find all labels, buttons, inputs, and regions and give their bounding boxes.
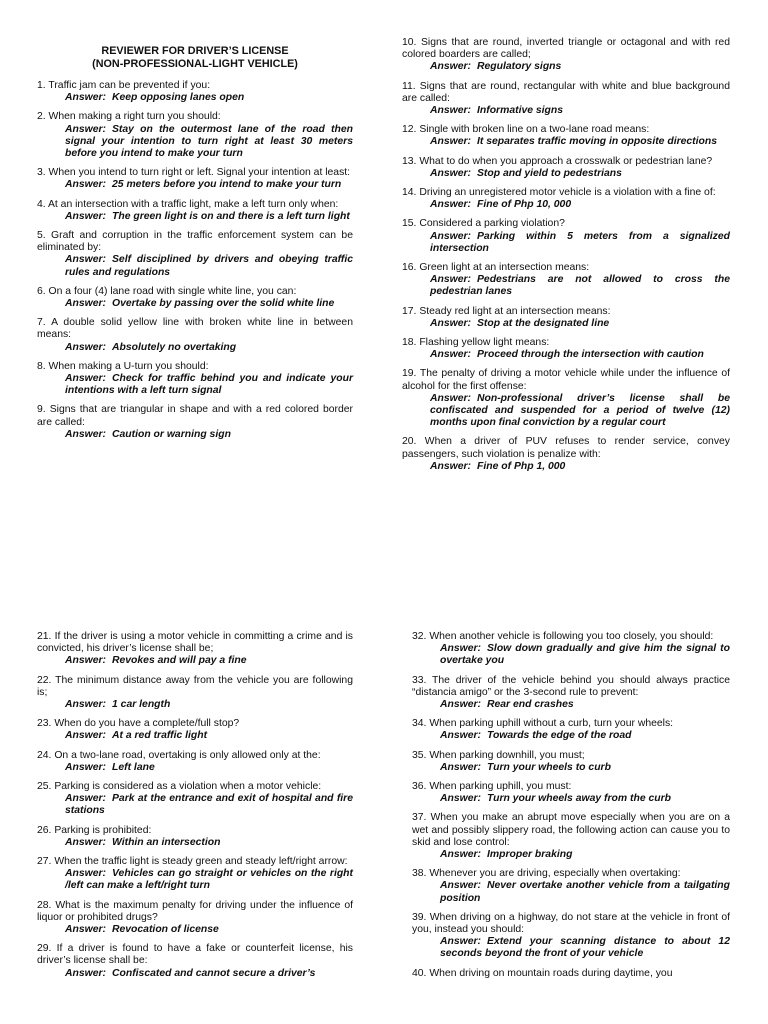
answer-label: Answer:: [440, 643, 481, 655]
answer-text: 25 meters before you intend to make your turn: [112, 179, 342, 191]
question-text: 7. A double solid yellow line with broken white line in between means:: [37, 317, 353, 341]
question-list: [37, 80, 353, 441]
question-text: 37. When you make an abrupt move especially when you are on a wet and possibly slippery road, the following action can cause you to skid and lose control:: [412, 812, 730, 848]
answer: [402, 349, 730, 361]
question-item: [402, 187, 730, 211]
answer-label: Answer:: [65, 868, 106, 880]
top-left-column: [37, 45, 353, 448]
answer-text: Improper braking: [487, 849, 573, 861]
answer-label: Answer:: [430, 274, 471, 286]
question-item: [402, 436, 730, 473]
question-item: [37, 111, 353, 160]
question-text: 39. When driving on a highway, do not stare at the vehicle in front of you, instead you should:: [412, 911, 730, 936]
question-item: [412, 631, 730, 668]
question-text: 36. When parking uphill, you must:: [412, 781, 572, 793]
answer: [402, 136, 730, 148]
answer-text: Rear end crashes: [487, 699, 574, 711]
question-item: [37, 781, 353, 818]
question-text: 26. Parking is prohibited:: [37, 824, 152, 836]
answer: [412, 643, 730, 667]
answer: [412, 699, 730, 711]
question-text: 38. Whenever you are driving, especially when overtaking:: [412, 868, 681, 880]
question-item: [37, 80, 353, 104]
question-item: [37, 825, 353, 849]
answer-text: Confiscated and cannot secure a driver’s: [112, 967, 316, 979]
question-item: [412, 718, 730, 742]
answer-label: Answer:: [440, 936, 481, 948]
answer-text: Within an intersection: [112, 836, 221, 848]
answer: [412, 730, 730, 742]
answer: [37, 373, 353, 397]
answer-text: Caution or warning sign: [112, 428, 231, 440]
answer-label: Answer:: [65, 730, 106, 742]
answer-label: Answer:: [440, 730, 481, 742]
answer: [37, 655, 353, 667]
bottom-left-column: [37, 631, 353, 987]
question-item: [37, 230, 353, 279]
answer: [37, 254, 353, 278]
question-text: 19. The penalty of driving a motor vehicle while under the influence of alcohol for the first offense:: [402, 368, 730, 392]
question-text: 40. When driving on mountain roads during daytime, you: [412, 967, 673, 979]
question-text: 25. Parking is considered as a violation when a motor vehicle:: [37, 781, 322, 793]
question-text: 21. If the driver is using a motor vehicle in committing a crime and is convicted, his driver’s license shall be;: [37, 631, 353, 655]
question-item: [37, 631, 353, 668]
question-text: 1. Traffic jam can be prevented if you:: [37, 80, 211, 91]
question-text: 24. On a two-lane road, overtaking is only allowed only at the:: [37, 749, 321, 761]
question-item: [412, 868, 730, 905]
question-text: 17. Steady red light at an intersection means:: [402, 305, 611, 317]
question-item: [37, 943, 353, 980]
question-item: [402, 156, 730, 180]
question-text: 20. When a driver of PUV refuses to render service, convey passengers, such violation is penalize with:: [402, 436, 730, 460]
answer-text: Stop at the designated line: [477, 317, 610, 329]
question-item: [402, 262, 730, 299]
answer: [412, 936, 730, 960]
answer: [37, 762, 353, 774]
answer-text: The green light is on and there is a left turn light: [112, 210, 350, 222]
question-text: 22. The minimum distance away from the vehicle you are following is;: [37, 674, 353, 698]
question-text: 35. When parking downhill, you must;: [412, 749, 585, 761]
question-item: [37, 900, 353, 937]
answer: [412, 762, 730, 774]
answer: [402, 105, 730, 117]
answer-text: It separates traffic moving in opposite directions: [477, 136, 717, 148]
answer-label: Answer:: [65, 298, 106, 310]
answer-text: Non-professional driver’s license shall be confiscated and suspended for a period of twelve (12) months upon final conviction by a regular court: [430, 392, 730, 429]
title-line-1: REVIEWER FOR DRIVER’S LICENSE: [101, 45, 289, 57]
page-title: [37, 45, 353, 71]
question-text: 2. When making a right turn you should:: [37, 111, 221, 123]
answer-text: Left lane: [112, 761, 155, 773]
answer-label: Answer:: [65, 341, 106, 353]
answer: [402, 61, 730, 73]
question-list: [412, 631, 730, 980]
answer-text: Check for traffic behind you and indicate your intentions with a left turn signal: [65, 373, 353, 397]
answer-label: Answer:: [65, 836, 106, 848]
question-item: [412, 912, 730, 961]
question-item: [37, 317, 353, 354]
answer-text: Revocation of license: [112, 924, 219, 936]
question-text: 28. What is the maximum penalty for driving under the influence of liquor or prohibited drugs?: [37, 899, 353, 923]
question-text: 33. The driver of the vehicle behind you should always practice “distancia amigo” or the 3-second rule to prevent:: [412, 674, 730, 698]
question-text: 27. When the traffic light is steady green and steady left/right arrow:: [37, 856, 348, 868]
answer-text: Fine of Php 1, 000: [477, 460, 566, 472]
answer-text: Proceed through the intersection with caution: [477, 349, 704, 361]
answer-text: Informative signs: [477, 105, 564, 117]
answer: [37, 730, 353, 742]
answer: [402, 318, 730, 330]
answer: [37, 298, 353, 310]
question-item: [402, 124, 730, 148]
question-item: [402, 81, 730, 118]
bottom-right-column: [412, 631, 730, 987]
question-text: 13. What to do when you approach a crosswalk or pedestrian lane?: [402, 155, 713, 167]
question-text: 23. When do you have a complete/full stop?: [37, 718, 240, 730]
question-item: [37, 675, 353, 712]
answer-text: Stay on the outermost lane of the road then signal your intention to turn right at least 30 meters before you intend to make your turn: [65, 123, 353, 160]
answer-text: Never overtake another vehicle from a tailgating position: [440, 880, 730, 904]
answer: [412, 880, 730, 904]
question-text: 11. Signs that are round, rectangular with white and blue background are called:: [402, 80, 730, 104]
answer-text: Vehicles can go straight or vehicles on the right /left can make a left/right turn: [65, 868, 353, 892]
answer-text: Self disciplined by drivers and obeying traffic rules and regulations: [65, 254, 353, 278]
question-item: [402, 306, 730, 330]
question-item: [37, 856, 353, 893]
answer: [37, 429, 353, 441]
question-item: [37, 199, 353, 223]
question-text: 34. When parking uphill without a curb, turn your wheels:: [412, 718, 674, 730]
answer-text: Turn your wheels away from the curb: [487, 793, 671, 805]
answer-text: Regulatory signs: [477, 61, 562, 73]
answer-label: Answer:: [430, 349, 471, 361]
answer: [37, 924, 353, 936]
question-text: 9. Signs that are triangular in shape and with a red colored border are called:: [37, 404, 353, 428]
question-item: [412, 750, 730, 774]
question-item: [402, 218, 730, 255]
question-item: [412, 675, 730, 712]
question-item: [37, 286, 353, 310]
answer-label: Answer:: [440, 699, 481, 711]
answer-label: Answer:: [440, 880, 481, 892]
answer: [412, 793, 730, 805]
answer: [37, 699, 353, 711]
answer: [37, 124, 353, 161]
answer-label: Answer:: [65, 254, 106, 266]
answer-label: Answer:: [430, 167, 471, 179]
answer-label: Answer:: [65, 210, 106, 222]
question-text: 3. When you intend to turn right or left. Signal your intention at least:: [37, 167, 351, 179]
answer-text: Stop and yield to pedestrians: [477, 167, 622, 179]
title-line-2: (NON-PROFESSIONAL-LIGHT VEHICLE): [92, 58, 298, 70]
answer-label: Answer:: [65, 123, 106, 135]
answer-label: Answer:: [430, 61, 471, 73]
question-item: [412, 781, 730, 805]
question-item: [37, 718, 353, 742]
answer: [402, 199, 730, 211]
answer: [402, 231, 730, 255]
answer-text: Absolutely no overtaking: [112, 341, 237, 353]
question-list: [402, 37, 730, 473]
answer-label: Answer:: [65, 699, 106, 711]
question-text: 4. At an intersection with a traffic light, make a left turn only when:: [37, 198, 339, 210]
answer-text: Parking within 5 meters from a signalized intersection: [430, 230, 730, 254]
answer: [402, 274, 730, 298]
question-text: 6. On a four (4) lane road with single white line, you can:: [37, 285, 297, 297]
question-item: [412, 812, 730, 861]
question-item: [37, 404, 353, 441]
question-list: [37, 631, 353, 980]
question-text: 12. Single with broken line on a two-lane road means:: [402, 124, 650, 136]
answer-label: Answer:: [65, 793, 106, 805]
answer-label: Answer:: [65, 92, 106, 104]
question-item: [37, 361, 353, 398]
answer-label: Answer:: [440, 793, 481, 805]
answer-text: Extend your scanning distance to about 12 seconds beyond the front of your vehicle: [440, 936, 730, 960]
answer: [37, 92, 353, 104]
answer: [37, 211, 353, 223]
answer-text: Turn your wheels to curb: [487, 761, 611, 773]
answer-label: Answer:: [65, 761, 106, 773]
question-text: 10. Signs that are round, inverted triangle or octagonal and with red colored boarders are called;: [402, 37, 730, 61]
answer: [402, 393, 730, 430]
top-right-column: [402, 37, 730, 480]
answer-text: Park at the entrance and exit of hospital and fire stations: [65, 793, 353, 817]
question-text: 18. Flashing yellow light means:: [402, 337, 550, 349]
question-text: 29. If a driver is found to have a fake or counterfeit license, his driver’s license shall be:: [37, 943, 353, 967]
answer: [37, 342, 353, 354]
answer-label: Answer:: [65, 655, 106, 667]
answer: [37, 868, 353, 892]
question-text: 8. When making a U-turn you should:: [37, 360, 209, 372]
answer-label: Answer:: [65, 967, 106, 979]
question-item: [412, 968, 730, 980]
answer-text: Pedestrians are not allowed to cross the pedestrian lanes: [430, 274, 730, 298]
question-item: [37, 750, 353, 774]
answer-label: Answer:: [430, 317, 471, 329]
answer-label: Answer:: [65, 924, 106, 936]
question-text: 15. Considered a parking violation?: [402, 218, 565, 230]
question-item: [402, 37, 730, 74]
answer-text: Fine of Php 10, 000: [477, 199, 572, 211]
answer-label: Answer:: [430, 105, 471, 117]
answer-label: Answer:: [430, 460, 471, 472]
answer-text: 1 car length: [112, 699, 171, 711]
answer-label: Answer:: [65, 373, 106, 385]
answer: [412, 849, 730, 861]
answer-text: At a red traffic light: [112, 730, 208, 742]
answer-label: Answer:: [430, 392, 471, 404]
question-item: [402, 368, 730, 429]
answer-label: Answer:: [430, 230, 471, 242]
answer-text: Revokes and will pay a fine: [112, 655, 247, 667]
question-text: 32. When another vehicle is following you too closely, you should:: [412, 631, 714, 642]
question-item: [37, 167, 353, 191]
answer-label: Answer:: [440, 849, 481, 861]
answer-label: Answer:: [440, 761, 481, 773]
answer: [402, 461, 730, 473]
answer-label: Answer:: [430, 136, 471, 148]
answer: [402, 168, 730, 180]
answer: [37, 793, 353, 817]
question-text: 16. Green light at an intersection means:: [402, 262, 590, 274]
answer-label: Answer:: [65, 179, 106, 191]
question-text: 5. Graft and corruption in the traffic enforcement system can be eliminated by:: [37, 230, 353, 254]
answer: [37, 179, 353, 191]
answer-label: Answer:: [430, 199, 471, 211]
answer-text: Towards the edge of the road: [487, 730, 632, 742]
answer-label: Answer:: [65, 428, 106, 440]
answer: [37, 968, 353, 980]
answer-text: Slow down gradually and give him the signal to overtake you: [440, 643, 730, 667]
question-item: [402, 337, 730, 361]
answer-text: Keep opposing lanes open: [112, 92, 245, 104]
question-text: 14. Driving an unregistered motor vehicle is a violation with a fine of:: [402, 187, 716, 199]
answer: [37, 837, 353, 849]
answer-text: Overtake by passing over the solid white line: [112, 298, 335, 310]
